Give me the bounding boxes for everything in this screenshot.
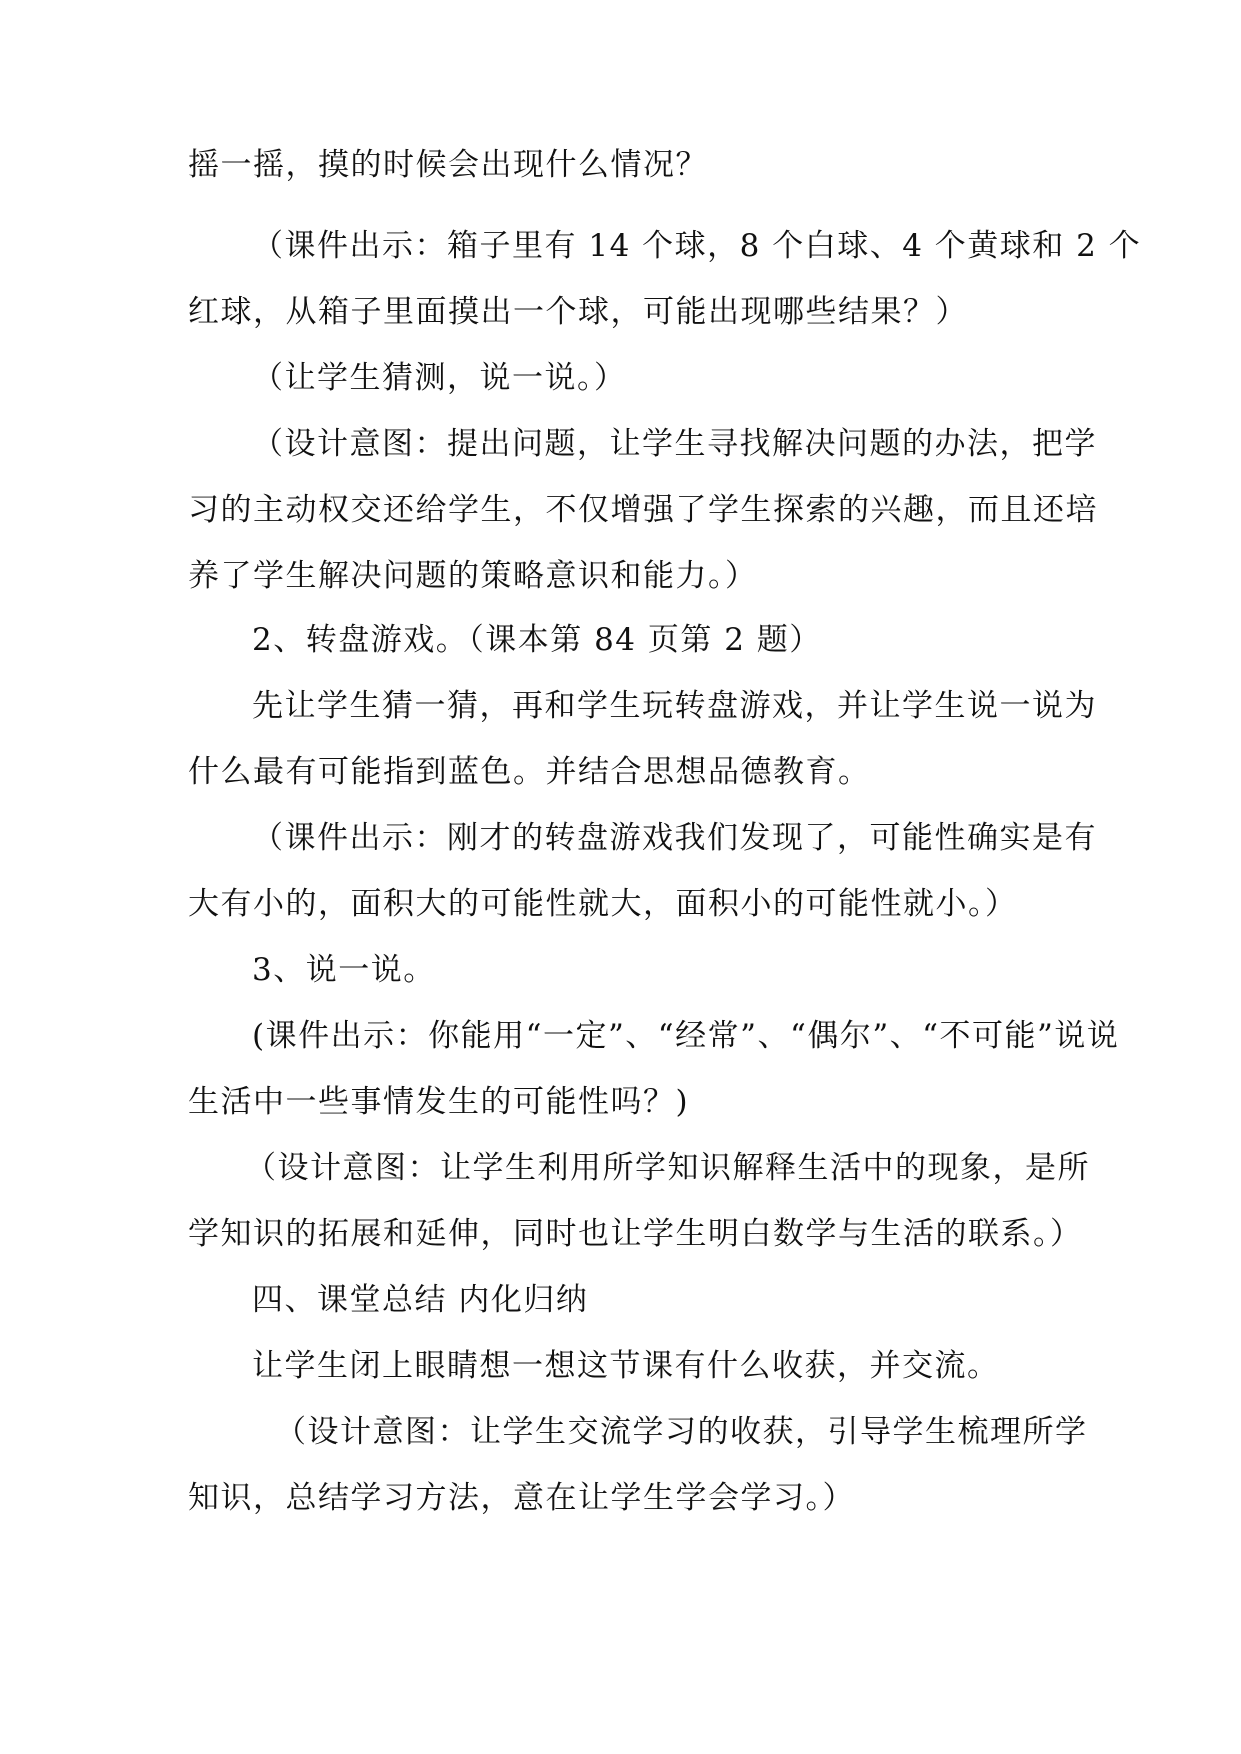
- text-line: （课件出示：刚才的转盘游戏我们发现了，可能性确实是有: [252, 820, 1097, 856]
- text-line: 摇一摇，摸的时候会出现什么情况？: [188, 147, 708, 183]
- section-heading: 3、说一说。: [252, 952, 436, 988]
- section-heading: 四、课堂总结 内化归纳: [252, 1282, 589, 1318]
- text-line: （设计意图：让学生利用所学知识解释生活中的现象，是所: [245, 1150, 1090, 1186]
- text-line: (课件出示：你能用“一定”、“经常”、“偶尔”、“不可能”说说: [252, 1018, 1120, 1054]
- text-line: 什么最有可能指到蓝色。并结合思想品德教育。: [188, 754, 871, 790]
- text-line: （设计意图：提出问题，让学生寻找解决问题的办法，把学: [252, 426, 1097, 462]
- text-line: 学知识的拓展和延伸，同时也让学生明白数学与生活的联系。）: [188, 1216, 1083, 1252]
- text-line: 红球，从箱子里面摸出一个球，可能出现哪些结果？）: [188, 294, 968, 330]
- text-line: 养了学生解决问题的策略意识和能力。）: [188, 558, 758, 594]
- section-heading: 2、转盘游戏。（课本第 84 页第 2 题）: [252, 622, 822, 658]
- text-line: （课件出示：箱子里有 14 个球，8 个白球、4 个黄球和 2 个: [252, 228, 1142, 264]
- text-line: （让学生猜测，说一说。）: [252, 360, 627, 396]
- text-line: 让学生闭上眼睛想一想这节课有什么收获，并交流。: [252, 1348, 1000, 1384]
- text-line: 习的主动权交还给学生，不仅增强了学生探索的兴趣，而且还培: [188, 492, 1098, 528]
- text-line: 知识，总结学习方法，意在让学生学会学习。）: [188, 1480, 855, 1516]
- text-line: （设计意图：让学生交流学习的收获，引导学生梳理所学: [275, 1414, 1088, 1450]
- text-line: 先让学生猜一猜，再和学生玩转盘游戏，并让学生说一说为: [252, 688, 1097, 724]
- text-line: 生活中一些事情发生的可能性吗？): [188, 1084, 690, 1120]
- text-line: 大有小的，面积大的可能性就大，面积小的可能性就小。）: [188, 886, 1018, 922]
